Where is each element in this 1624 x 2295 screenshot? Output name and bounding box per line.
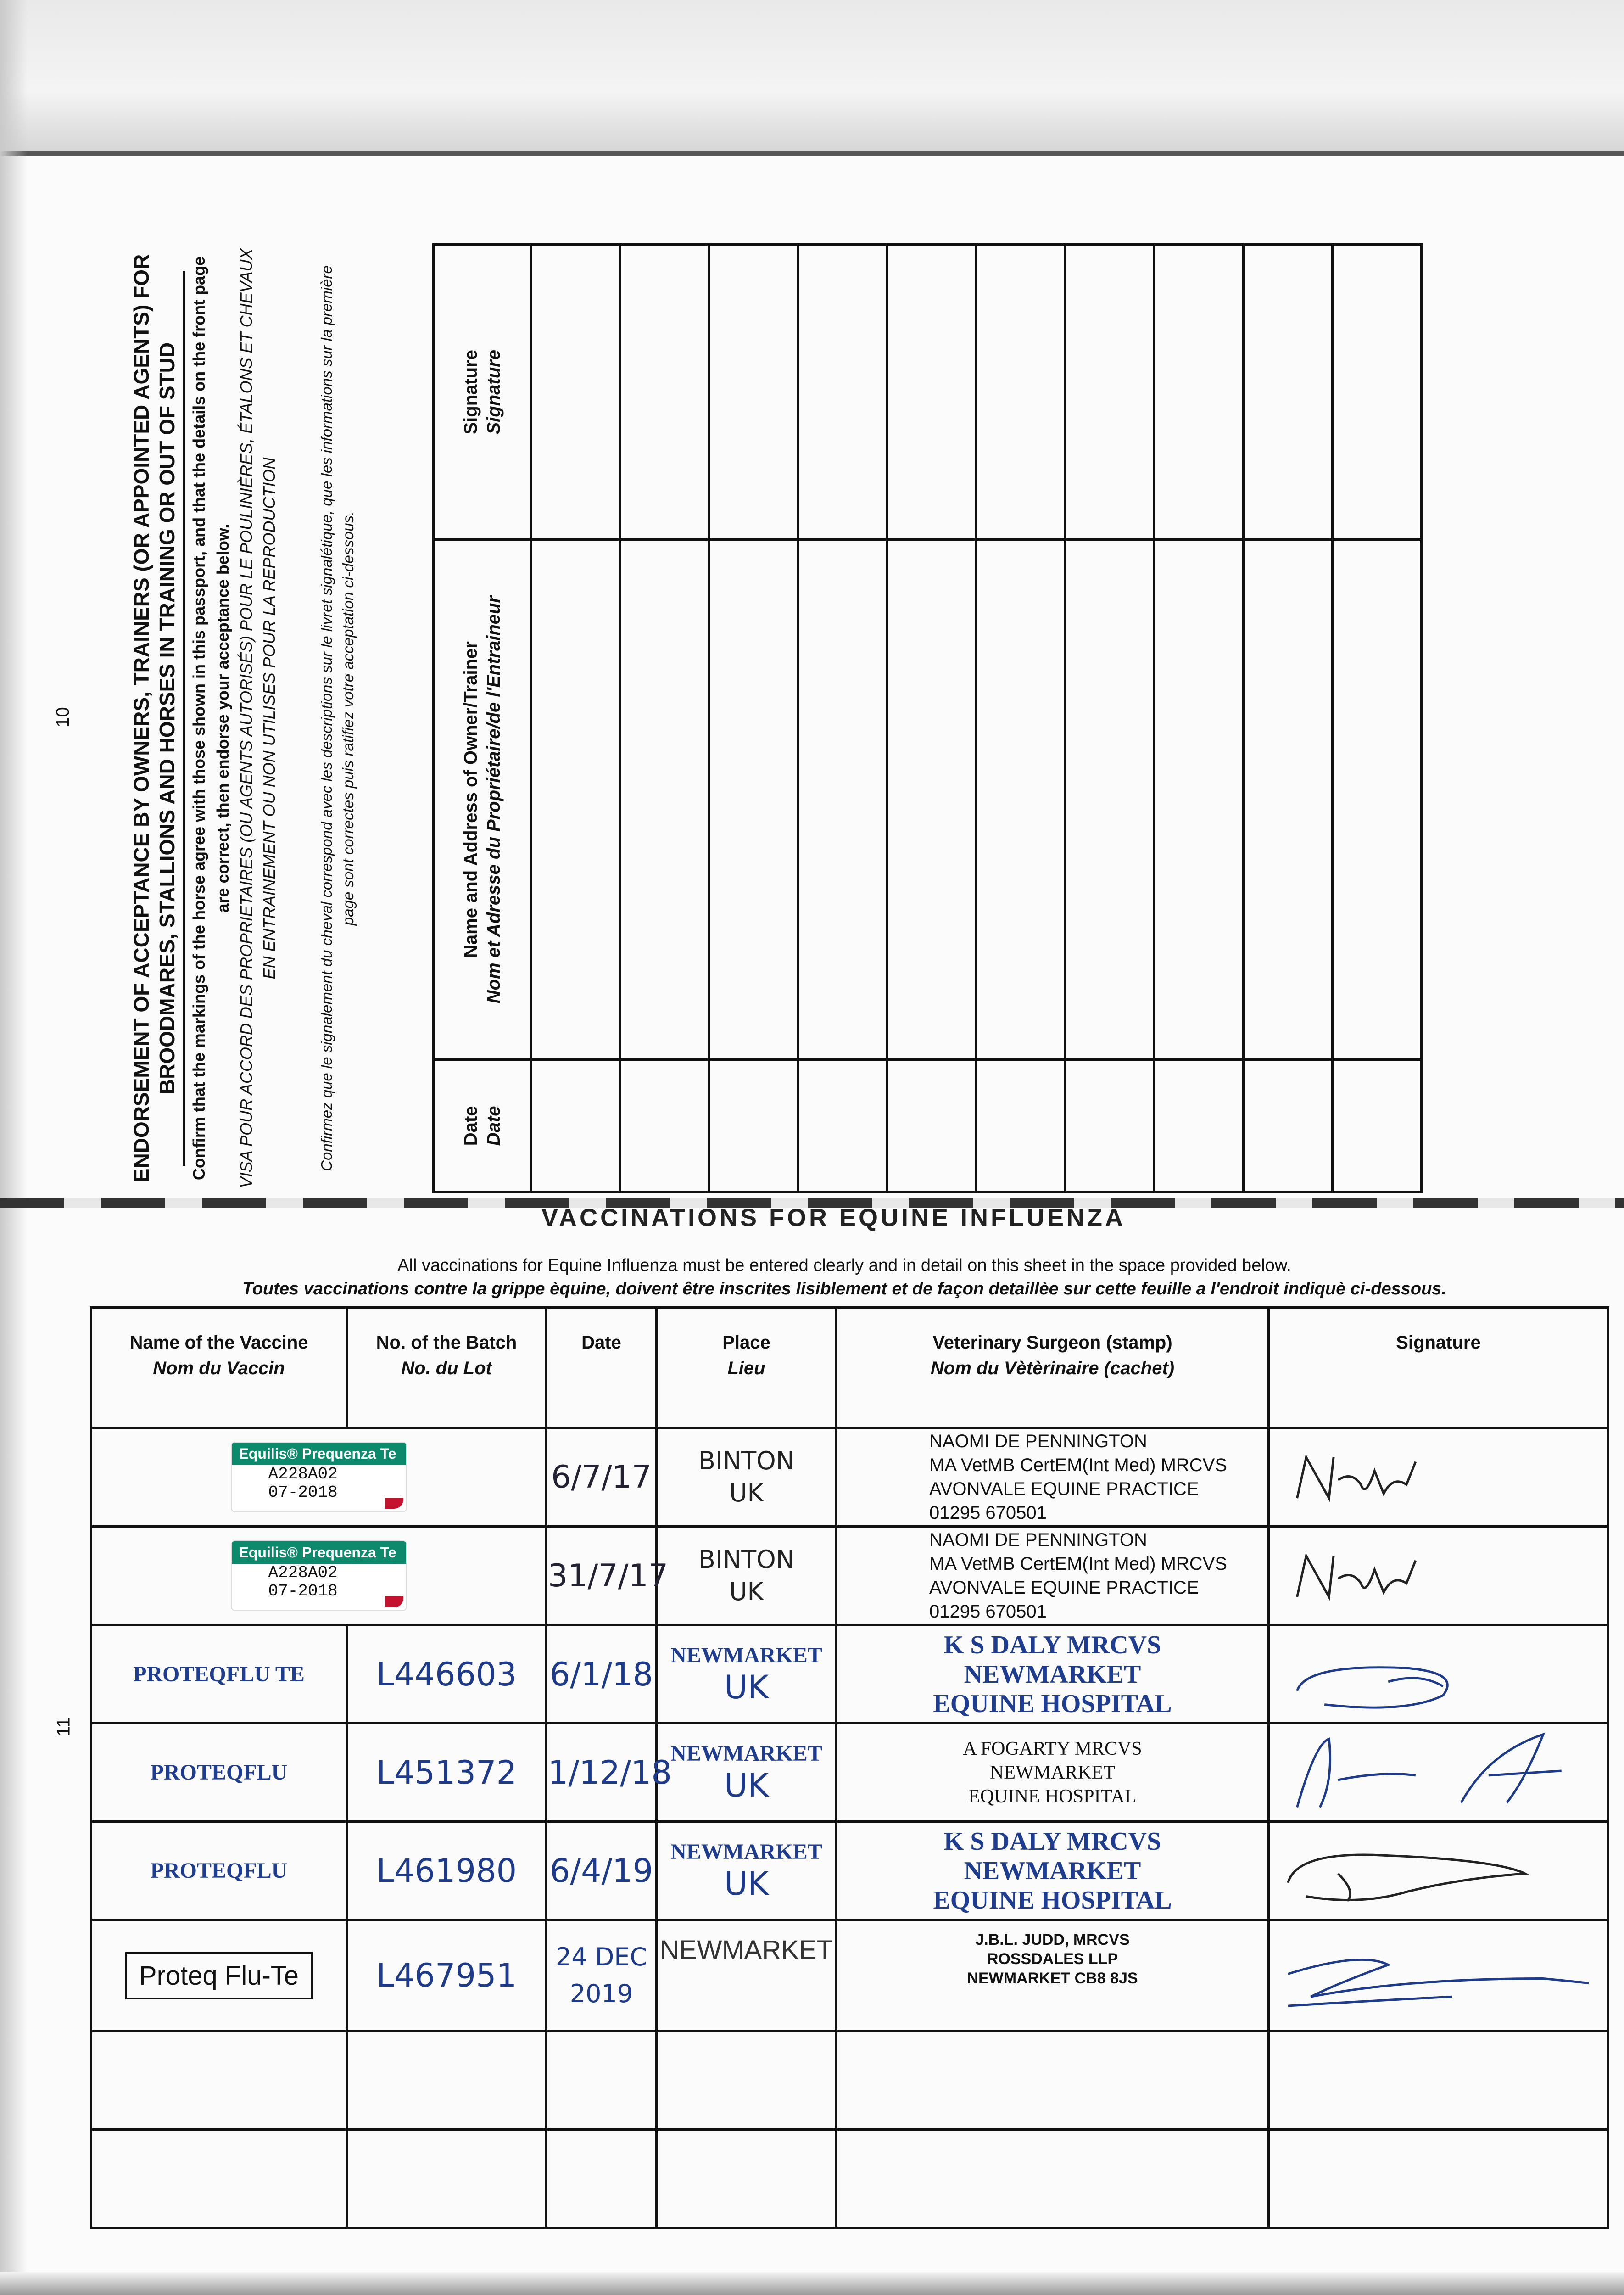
endorsement-row[interactable] (1154, 245, 1243, 1192)
batch-cell: L467951 (347, 1920, 547, 2032)
note-english: All vaccinations for Equine Influenza must be entered clearly and in detail on this sheet in the space provided below. (397, 1256, 1291, 1275)
endorsement-row[interactable] (1065, 245, 1154, 1192)
signature-cell (1269, 1625, 1608, 1724)
endorsement-row[interactable] (798, 245, 887, 1192)
endorsement-row[interactable] (1332, 245, 1421, 1192)
vaccine-label-cell (91, 1527, 547, 1625)
vet-stamp-cell: K S DALY MRCVS NEWMARKET EQUINE HOSPITAL (837, 1822, 1269, 1920)
signature-scribble (1270, 1724, 1607, 1820)
vet-stamp-cell: K S DALY MRCVS NEWMARKET EQUINE HOSPITAL (837, 1625, 1269, 1724)
date-cell: 1/12/18 (547, 1724, 657, 1822)
signature-cell (1269, 1724, 1608, 1822)
signature-cell (1269, 1428, 1608, 1527)
endorsement-visa-fr: VISA POUR ACCORD DES PROPRIETAIRES (OU AGENTS AUTORISÉS) POUR LE POULINIÈRES, ÉTALONS ET CHEVAUX EN ENTRAINEMENT OU NON UTILISES POUR LA REPRODUCTION (237, 248, 279, 1188)
endorsement-table (432, 243, 1423, 1193)
place-cell: NEWMARKET UK (657, 1625, 837, 1724)
signature-scribble (1270, 1429, 1607, 1525)
endorsement-row[interactable] (620, 245, 709, 1192)
endorsement-row[interactable] (976, 245, 1065, 1192)
col-owner-name: Name and Address of Owner/Trainer Nom et Adresse du Propriétaire/de l'Entraineur (434, 540, 531, 1059)
endorsement-row[interactable] (709, 245, 798, 1192)
col-vaccine-name: Name of the Vaccine Nom du Vaccin (91, 1308, 347, 1428)
endorsement-confirm-fr: Confirmez que le signalement du cheval correspond avec les descriptions sur le livret signalétique, que les informations sur la première page sont correctes puis ratifiez votre acceptation ci-dessous. (318, 265, 357, 1171)
endorsement-row[interactable] (531, 245, 620, 1192)
endorsement-title: ENDORSEMENT OF ACCEPTANCE BY OWNERS, TRAINERS (OR APPOINTED AGENTS) FOR BROODMARES, STALLIONS AND HORSES IN TRAINING OR OUT OF STUD (129, 254, 179, 1183)
vaccination-row (91, 1724, 1608, 1822)
date-cell: 6/4/19 (547, 1822, 657, 1920)
col-signature: Signature (1269, 1308, 1608, 1428)
signature-cell (1269, 1822, 1608, 1920)
vaccination-row (91, 1920, 1608, 2032)
batch-cell: L461980 (347, 1822, 547, 1920)
vet-stamp-cell: J.B.L. JUDD, MRCVS ROSSDALES LLP NEWMARKET CB8 8JS (837, 1920, 1269, 2032)
place-cell: BINTON UK (657, 1527, 837, 1625)
vaccination-row (91, 1428, 1608, 1527)
place-cell: NEWMARKET (657, 1920, 837, 2032)
vaccine-stamp-box: Proteq Flu-Te (125, 1952, 313, 1999)
note-french: Toutes vaccinations contre la grippe èquine, doivent être inscrites lisiblement et de façon detaillèe sur cette feuille a l'endroit indiquè ci-dessous. (242, 1279, 1446, 1299)
page-shadow (0, 0, 28, 2295)
signature-scribble (1270, 1528, 1607, 1624)
vaccine-name-cell: PROTEQFLU (91, 1724, 347, 1822)
date-cell: 24 DEC 2019 (547, 1920, 657, 2032)
vaccine-label-cell (91, 1428, 547, 1527)
vaccine-sticker-label: Equilis® Prequenza Te A228A02 07-2018 (232, 1541, 406, 1610)
vaccination-table (90, 1306, 1609, 2229)
endorsement-header-row (434, 245, 531, 1192)
endorsement-page (128, 243, 1620, 1193)
vet-stamp-cell: NAOMI DE PENNINGTON MA VetMB CertEM(Int Med) MRCVS AVONVALE EQUINE PRACTICE 01295 670501 (837, 1527, 1269, 1625)
book-binding (0, 0, 1624, 156)
vaccine-name-cell (91, 1920, 347, 2032)
signature-scribble (1270, 1921, 1607, 2030)
endorsement-confirm: Confirm that the markings of the horse agree with those shown in this passport, and that the details on the front page are correct, then endorse your acceptance below. (190, 256, 232, 1181)
title-rule (183, 271, 185, 1166)
signature-scribble (1270, 1626, 1607, 1722)
vaccine-name-cell: PROTEQFLU TE (91, 1625, 347, 1724)
vet-stamp-cell: NAOMI DE PENNINGTON MA VetMB CertEM(Int Med) MRCVS AVONVALE EQUINE PRACTICE 01295 670501 (837, 1428, 1269, 1527)
date-cell: 6/7/17 (547, 1428, 657, 1527)
page-number-11: 11 (53, 1717, 74, 1737)
col-date: Date Date (434, 1059, 531, 1192)
vaccinations-title: VACCINATIONS FOR EQUINE INFLUENZA (541, 1204, 1126, 1231)
endorsement-row[interactable] (887, 245, 976, 1192)
place-cell: BINTON UK (657, 1428, 837, 1527)
vaccination-row (91, 1527, 1608, 1625)
vaccination-row-empty[interactable] (91, 2032, 1608, 2130)
col-place: Place Lieu (657, 1308, 837, 1428)
endorsement-row[interactable] (1243, 245, 1332, 1192)
page-bottom-edge (0, 2272, 1624, 2295)
batch-cell: L446603 (347, 1625, 547, 1724)
page-number-10: 10 (52, 707, 73, 728)
date-cell: 31/7/17 (547, 1527, 657, 1625)
vaccination-row-empty[interactable] (91, 2130, 1608, 2228)
col-date: Date (547, 1308, 657, 1428)
vaccination-row (91, 1822, 1608, 1920)
vaccine-name-cell: PROTEQFLU (91, 1822, 347, 1920)
date-cell: 6/1/18 (547, 1625, 657, 1724)
vaccine-sticker-label: Equilis® Prequenza Te A228A02 07-2018 (232, 1443, 406, 1511)
col-vet-stamp: Veterinary Surgeon (stamp) Nom du Vètèrinaire (cachet) (837, 1308, 1269, 1428)
col-signature: Signature Signature (434, 245, 531, 540)
place-cell: NEWMARKET UK (657, 1822, 837, 1920)
signature-cell (1269, 1527, 1608, 1625)
place-cell: NEWMARKET UK (657, 1724, 837, 1822)
signature-scribble (1270, 1823, 1607, 1919)
batch-cell: L451372 (347, 1724, 547, 1822)
vaccination-header-row (91, 1308, 1608, 1428)
col-batch-number: No. of the Batch No. du Lot (347, 1308, 547, 1428)
signature-cell (1269, 1920, 1608, 2032)
vaccination-row (91, 1625, 1608, 1724)
vet-stamp-cell: A FOGARTY MRCVS NEWMARKET EQUINE HOSPITAL (837, 1724, 1269, 1822)
